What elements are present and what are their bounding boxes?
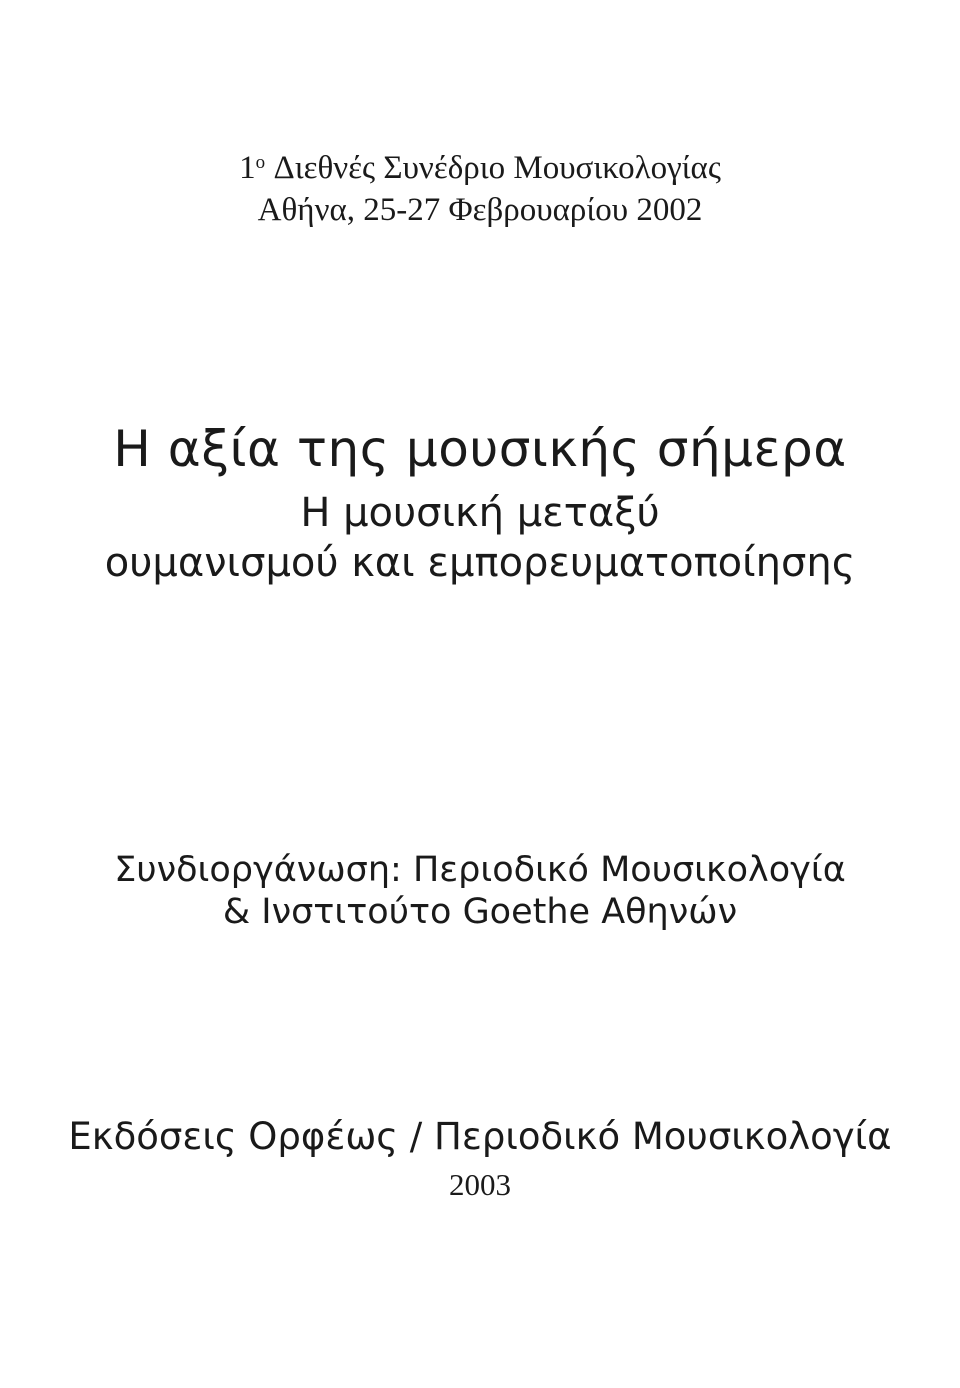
publication-year: 2003 [449, 1167, 511, 1202]
conference-ordinal-suffix: ο [255, 151, 266, 173]
publisher-name: Εκδόσεις Ορφέως / Περιοδικό Μουσικολογία [68, 1115, 892, 1158]
conference-ordinal-number: 1 [239, 150, 256, 186]
conference-place-date: Αθήνα, 25-27 Φεβρουαρίου 2002 [257, 192, 703, 228]
book-title: Η αξία της μουσικής σήμερα [113, 420, 847, 478]
conference-name [0, 150, 960, 187]
organizers-line2: & Ινστιτούτο Goethe Αθηνών [222, 892, 738, 932]
book-subtitle-line1: Η μουσική μεταξύ [300, 490, 660, 536]
book-subtitle-line2: ουμανισμού και εμπορευματοποίησης [104, 540, 856, 586]
organizers-line1: Συνδιοργάνωση: Περιοδικό Μουσικολογία [114, 850, 846, 890]
conference-name-text: Διεθνές Συνέδριο Μουσικολογίας [273, 150, 721, 186]
